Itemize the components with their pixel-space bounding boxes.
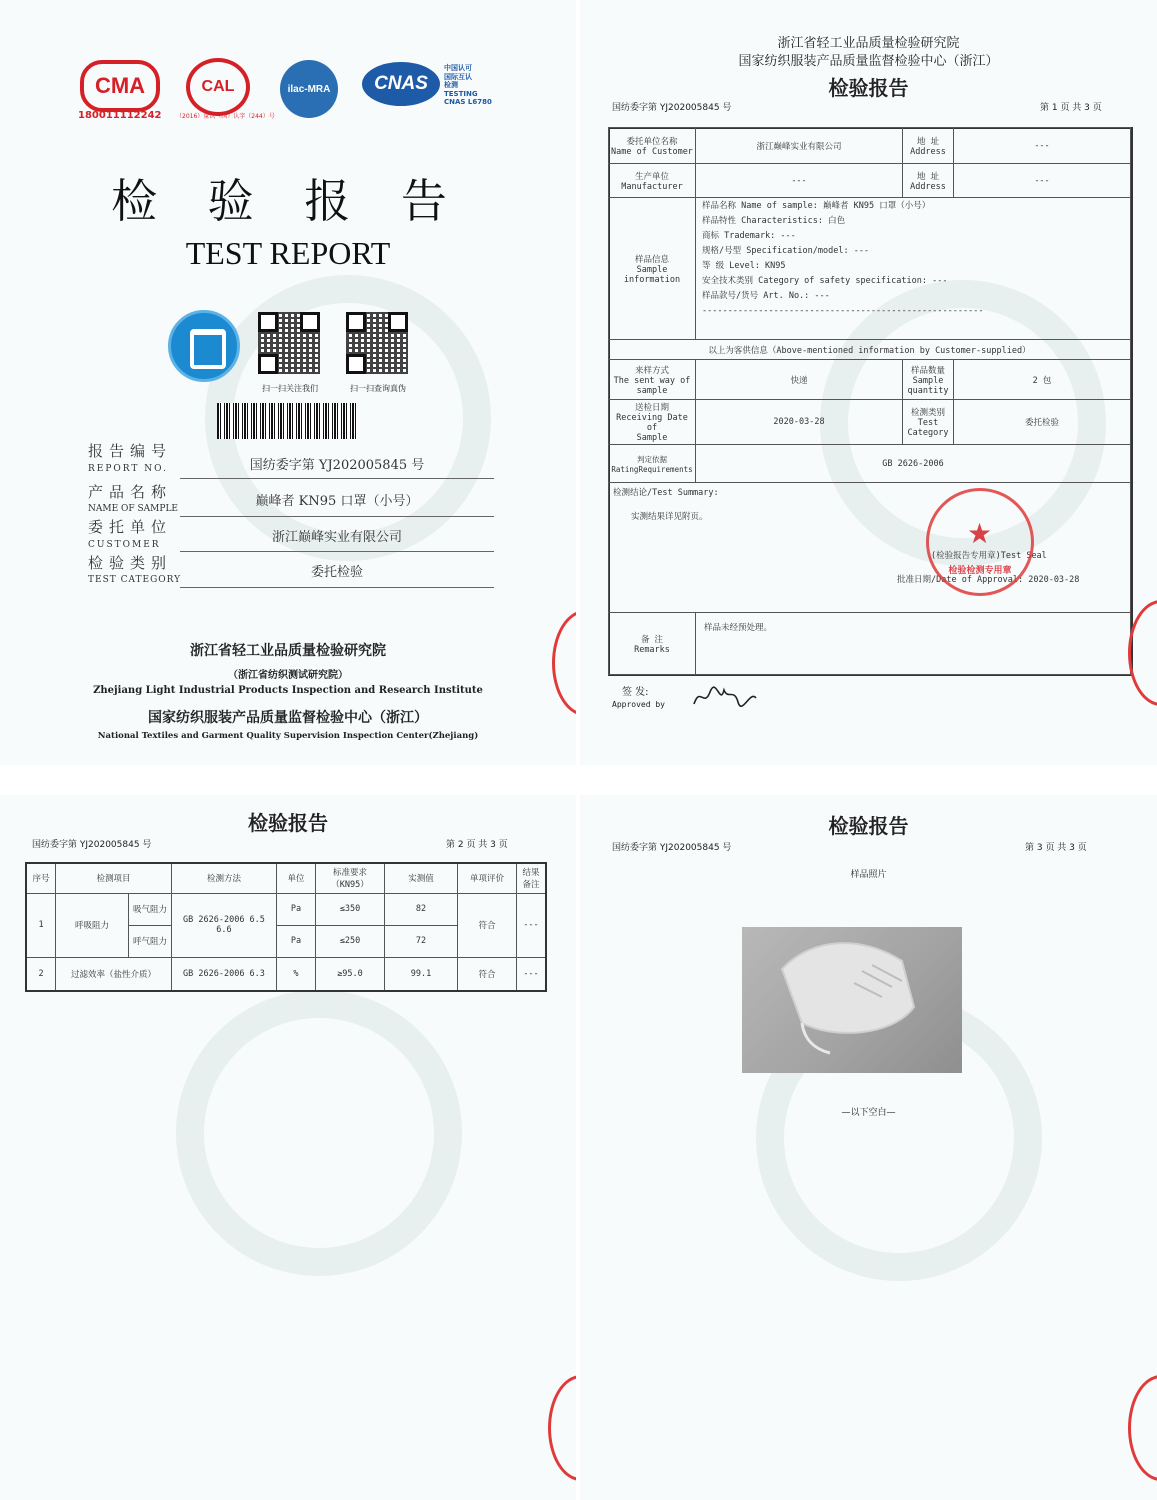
field-sub-sample-name: NAME OF SAMPLE xyxy=(88,504,178,514)
col-header: 实测值 xyxy=(384,863,457,893)
field-sub-test-category: TEST CATEGORY xyxy=(88,575,182,585)
cell: 过滤效率（盐性介质） xyxy=(56,957,172,991)
red-stamp-edge xyxy=(552,610,576,716)
cell: 呼气阻力 xyxy=(129,925,172,957)
cnas-line: 中国认可 xyxy=(444,64,472,72)
field-label-sample-name: 产品名称 xyxy=(88,483,173,501)
report-number: 国纺委字第 YJ202005845 号 xyxy=(612,103,732,113)
customer-label: 委托单位名称 Name of Customer xyxy=(609,128,696,164)
red-stamp-edge xyxy=(1128,1375,1157,1481)
summary-label: 检测结论/Test Summary: xyxy=(613,488,719,498)
address-label-2: 地 址 Address xyxy=(903,164,954,198)
quantity-value: 2 包 xyxy=(954,360,1131,400)
watermark-seal xyxy=(176,990,462,1276)
report-page-2 xyxy=(0,795,576,1500)
seal-text: (检验报告专用章)Test Seal xyxy=(931,551,1047,561)
manufacturer-label: 生产单位 Manufacturer xyxy=(609,164,696,198)
rating-value: GB 2626-2006 xyxy=(696,445,1131,483)
cover-title-en: TEST REPORT xyxy=(185,235,391,271)
report-page-1 xyxy=(580,0,1157,765)
cnas-logo xyxy=(362,62,440,106)
official-red-stamp xyxy=(926,488,1034,596)
cnas-line: CNAS L6780 xyxy=(444,98,492,106)
col-header: 检测项目 xyxy=(56,863,172,893)
summary-cell xyxy=(609,483,1131,613)
cma-logo-text: CMA xyxy=(94,73,146,98)
address-value: --- xyxy=(954,128,1131,164)
approval-date: 批准日期/Date of Approval: 2020-03-28 xyxy=(897,575,1080,585)
sample-info-line: 商标 Trademark: --- xyxy=(702,231,796,241)
col-header: 单项评价 xyxy=(457,863,516,893)
field-underline xyxy=(180,478,494,479)
page-number: 第 3 页 共 3 页 xyxy=(1025,843,1087,853)
cnas-logo-text: CNAS xyxy=(374,73,428,94)
institute-subname-cn: （浙江省纺织测试研究院） xyxy=(228,670,348,681)
info-grid xyxy=(608,127,1131,675)
signature-icon xyxy=(690,680,760,712)
mask-icon xyxy=(742,927,962,1073)
qr-code-follow[interactable] xyxy=(258,312,320,374)
sample-info-block xyxy=(696,198,1131,340)
ilac-logo-text: ilac-MRA xyxy=(287,83,331,95)
address-label: 地 址 Address xyxy=(903,128,954,164)
qr-caption-verify: 扫一扫查询真伪 xyxy=(350,384,406,393)
center-name-en: National Textiles and Garment Quality Supervision Inspection Center(Zhejiang) xyxy=(97,731,479,741)
test-category-label: 检测类别 Test Category xyxy=(903,400,954,445)
field-label-report-no: 报告编号 xyxy=(88,442,173,460)
institute-badge-icon xyxy=(168,310,240,382)
cell: GB 2626-2006 6.3 xyxy=(171,957,276,991)
receiving-date-value: 2020-03-28 xyxy=(696,400,903,445)
cell: % xyxy=(276,957,315,991)
cma-number: 180011112242 xyxy=(78,110,162,121)
cell: ≤350 xyxy=(315,893,384,925)
barcode xyxy=(217,403,357,439)
institute-name-en: Zhejiang Light Industrial Products Inspection and Research Institute xyxy=(93,685,483,696)
cal-number: （2016）量认（国）认字（244）号 xyxy=(176,113,275,120)
cnas-line: TESTING xyxy=(444,89,478,98)
col-header: 单位 xyxy=(276,863,315,893)
test-category-value: 委托检验 xyxy=(954,400,1131,445)
end-of-report: —以下空白— xyxy=(841,1108,896,1118)
address-value-2: --- xyxy=(954,164,1131,198)
stamp-star-icon: ★ xyxy=(967,517,993,550)
customer-value: 浙江巅峰实业有限公司 xyxy=(271,530,402,545)
sample-info-line: ------------------------------------------------------- xyxy=(702,306,984,316)
cell: --- xyxy=(516,893,546,957)
center-name-cn: 国家纺织服装产品质量监督检验中心（浙江） xyxy=(148,710,428,726)
page-number: 第 2 页 共 3 页 xyxy=(446,840,508,850)
ilac-mra-logo xyxy=(280,60,338,118)
institute-name-cn: 浙江省轻工业品质量检验研究院 xyxy=(190,643,386,659)
page-number: 第 1 页 共 3 页 xyxy=(1040,103,1102,113)
cma-logo xyxy=(80,60,160,112)
sample-info-line: 安全技术类别 Category of safety specification: --- xyxy=(702,276,948,286)
receiving-date-label: 送检日期 Receiving Date of Sample xyxy=(609,400,696,445)
cell: 符合 xyxy=(457,957,516,991)
cell: 99.1 xyxy=(384,957,457,991)
approved-label: 签 发: xyxy=(622,687,649,698)
sent-way-label: 来样方式 The sent way of sample xyxy=(609,360,696,400)
field-label-customer: 委托单位 xyxy=(88,518,173,536)
cell: ≤250 xyxy=(315,925,384,957)
cover-title-cn: 检 验 报 告 xyxy=(111,174,465,228)
cell: 1 xyxy=(26,893,56,957)
cnas-line: 国际互认 xyxy=(444,72,472,81)
field-label-test-category: 检验类别 xyxy=(88,554,173,572)
sample-photo xyxy=(742,927,962,1073)
sample-info-line: 样品款号/货号 Art. No.: --- xyxy=(702,291,830,301)
col-header: 标准要求（KN95） xyxy=(315,863,384,893)
report-number: 国纺委字第 YJ202005845 号 xyxy=(32,840,152,850)
col-header: 检测方法 xyxy=(171,863,276,893)
sample-info-line: 样品名称 Name of sample: 巅峰者 KN95 口罩（小号） xyxy=(702,201,931,211)
results-table xyxy=(25,862,547,992)
remarks-label: 备 注 Remarks xyxy=(609,613,696,675)
test-category-value: 委托检验 xyxy=(310,565,363,580)
report-number: 国纺委字第 YJ202005845 号 xyxy=(612,843,732,853)
cell: GB 2626-2006 6.5 6.6 xyxy=(171,893,276,957)
cell: 72 xyxy=(384,925,457,957)
page-title: 检验报告 xyxy=(828,814,909,838)
quantity-label: 样品数量 Sample quantity xyxy=(903,360,954,400)
col-header: 结果备注 xyxy=(516,863,546,893)
approved-sub: Approved by xyxy=(612,700,665,709)
sample-info-label: 样品信息 Sample information xyxy=(609,198,696,340)
table-row xyxy=(26,957,546,991)
report-number-value: 国纺委字第 YJ202005845 号 xyxy=(249,458,425,473)
report-cover-page xyxy=(0,0,576,765)
cell: ≥95.0 xyxy=(315,957,384,991)
header-institute: 浙江省轻工业品质量检验研究院 xyxy=(777,36,960,51)
qr-caption-follow: 扫一扫关注我们 xyxy=(262,384,318,393)
cell: 呼吸阻力 xyxy=(56,893,129,957)
summary-value: 实测结果详见附页。 xyxy=(631,512,708,522)
cell: 吸气阻力 xyxy=(129,893,172,925)
field-underline xyxy=(180,551,494,552)
remarks-value: 样品未经预处理。 xyxy=(696,613,1131,675)
field-sub-customer: CUSTOMER xyxy=(88,540,161,550)
sent-way-value: 快递 xyxy=(696,360,903,400)
cell: Pa xyxy=(276,925,315,957)
cell: 2 xyxy=(26,957,56,991)
header-center: 国家纺织服装产品质量监督检验中心（浙江） xyxy=(738,54,999,69)
red-stamp-edge xyxy=(548,1375,576,1481)
cal-logo xyxy=(186,58,250,116)
sample-info-line: 样品特性 Characteristics: 白色 xyxy=(702,216,846,226)
stamp-text: 检验检测专用章 xyxy=(948,566,1012,576)
table-header-row xyxy=(26,863,546,893)
field-underline xyxy=(180,516,494,517)
cnas-line: 检测 xyxy=(444,81,458,89)
page-title: 检验报告 xyxy=(828,76,909,100)
rating-label: 判定依据 RatingRequirements xyxy=(609,445,696,483)
cell: --- xyxy=(516,957,546,991)
cnas-text-block xyxy=(444,64,492,107)
sample-name-value: 巅峰者 KN95 口罩（小号） xyxy=(255,494,419,509)
customer-supplied-note: 以上为客供信息（Above-mentioned information by Customer-supplied） xyxy=(609,340,1131,360)
field-sub-report-no: REPORT NO. xyxy=(88,464,168,474)
photo-caption: 样品照片 xyxy=(850,870,887,880)
col-header: 序号 xyxy=(26,863,56,893)
cell: 82 xyxy=(384,893,457,925)
cal-logo-text: CAL xyxy=(201,78,235,95)
qr-code-verify[interactable] xyxy=(346,312,408,374)
cell: Pa xyxy=(276,893,315,925)
sample-info-line: 规格/号型 Specification/model: --- xyxy=(702,246,870,256)
cell: 符合 xyxy=(457,893,516,957)
table-row xyxy=(26,893,546,925)
field-underline xyxy=(180,587,494,588)
sample-info-line: 等 级 Level: KN95 xyxy=(702,261,786,271)
report-page-3 xyxy=(580,795,1157,1500)
customer-value: 浙江巅峰实业有限公司 xyxy=(696,128,903,164)
manufacturer-value: --- xyxy=(696,164,903,198)
page-title: 检验报告 xyxy=(248,811,328,835)
